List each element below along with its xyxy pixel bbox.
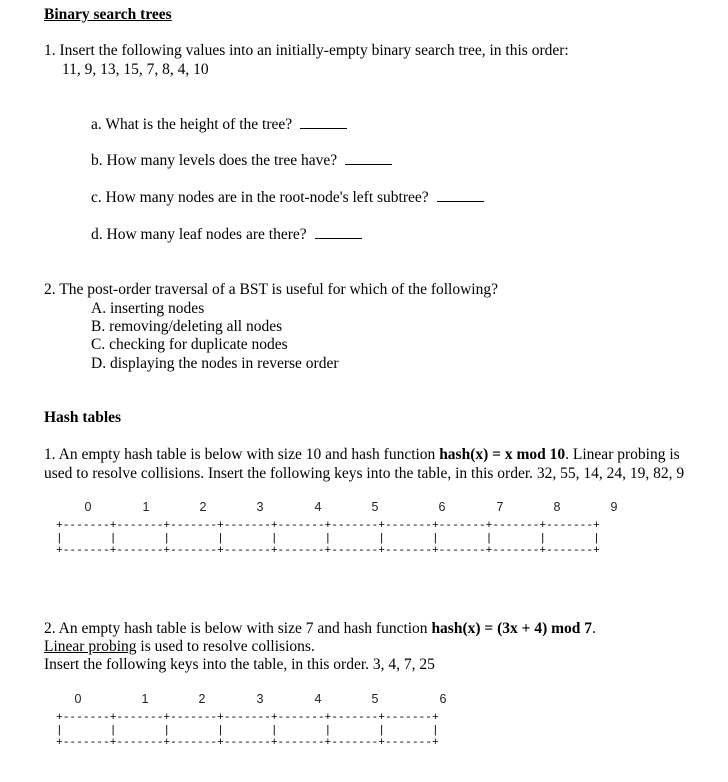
slot-index: 7: [496, 500, 504, 514]
hash-q2-text-pre: 2. An empty hash table is below with size 7 and hash function: [44, 620, 432, 637]
slot-index: 4: [314, 692, 322, 706]
hash-q1-line1: [44, 446, 680, 464]
bst-q2-option-b: B. removing/deleting all nodes: [91, 318, 283, 335]
slot-index: 6: [439, 692, 447, 706]
bst-q1c: [91, 189, 484, 207]
answer-blank[interactable]: [300, 116, 347, 129]
bst-q1a-text: a. What is the height of the tree?: [91, 116, 293, 133]
bst-q1d-text: d. How many leaf nodes are there?: [91, 226, 307, 243]
bst-q1b-text: b. How many levels does the tree have?: [91, 152, 338, 169]
hash-q2-function: hash(x) = (3x + 4) mod 7: [431, 620, 593, 637]
slot-index: 8: [553, 500, 561, 514]
hash-q1-text-pre: 1. An empty hash table is below with size 10 and hash function: [44, 446, 440, 463]
bst-q1c-text: c. How many nodes are in the root-node's left subtree?: [91, 189, 429, 206]
bst-q1-prompt: 1. Insert the following values into an initially-empty binary search tree, in this order:: [44, 42, 569, 59]
bst-q1-values: 11, 9, 13, 15, 7, 8, 4, 10: [62, 61, 209, 78]
hash-q2-line3: Insert the following keys into the table, in this order. 3, 4, 7, 25: [44, 656, 435, 673]
slot-index: 6: [438, 500, 446, 514]
hash-q1-line2: used to resolve collisions. Insert the following keys into the table, in this order. 32, 55, 14, 24, 19, 82, 9: [44, 465, 685, 482]
hash-q2-text-post: .: [592, 620, 596, 637]
slot-index: 5: [371, 500, 379, 514]
slot-index: 0: [84, 500, 92, 514]
answer-blank[interactable]: [315, 226, 362, 239]
bst-q1d: [91, 226, 362, 244]
bst-q2-option-d: D. displaying the nodes in reverse order: [91, 355, 339, 372]
hash-table-1: +-------+-------+-------+-------+-------+-------+-------+-------+-------+-------+ | | | | | | | | | | | +-------+-------+-------+-------+-------+-------+-------+-------+-------+-------+: [56, 520, 600, 557]
hash-heading: Hash tables: [44, 409, 122, 426]
slot-index: 9: [610, 500, 618, 514]
bst-q1a: [91, 116, 347, 134]
slot-index: 3: [256, 692, 264, 706]
bst-heading: Binary search trees: [44, 6, 172, 23]
slot-index: 2: [199, 500, 207, 514]
bst-q1b: [91, 152, 392, 170]
slot-index: 1: [142, 500, 150, 514]
hash-q2-line2-rest: is used to resolve collisions.: [136, 638, 315, 655]
bst-q2-prompt: 2. The post-order traversal of a BST is useful for which of the following?: [44, 281, 498, 298]
slot-index: 5: [371, 692, 379, 706]
hash-q1-function: hash(x) = x mod 10: [439, 446, 566, 463]
answer-blank[interactable]: [437, 189, 484, 202]
slot-index: 0: [74, 692, 82, 706]
slot-index: 4: [314, 500, 322, 514]
hash-q2-line2: [44, 638, 315, 656]
slot-index: 3: [256, 500, 264, 514]
hash-q2-linear-probing: Linear probing: [44, 638, 137, 655]
hash-q1-text-post: . Linear probing is: [565, 446, 680, 463]
hash-q2-line1: [44, 620, 596, 638]
answer-blank[interactable]: [345, 152, 392, 165]
bst-q2-option-a: A. inserting nodes: [91, 300, 205, 317]
slot-index: 2: [198, 692, 206, 706]
slot-index: 1: [141, 692, 149, 706]
hash-table-2: +-------+-------+-------+-------+-------+-------+-------+ | | | | | | | | +-------+-------+-------+-------+-------+-------+-------+: [56, 712, 439, 749]
bst-q2-option-c: C. checking for duplicate nodes: [91, 336, 288, 353]
